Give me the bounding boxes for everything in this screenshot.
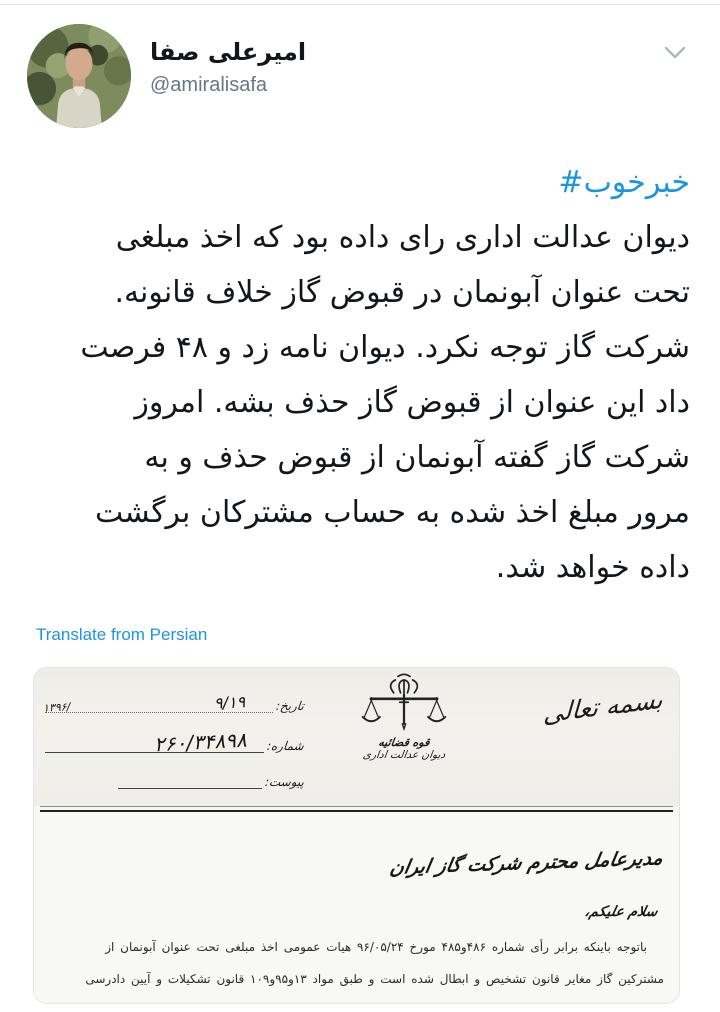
year-handwritten: ۱۳۹۶/ bbox=[42, 700, 71, 715]
attachment-line bbox=[118, 774, 262, 789]
document-text-line: مشترکین گاز مغایر قانون تشخیص و ابطال شده است و طبق مواد ۱۳و۹۵و۱۰۹ قانون تشکیلات و آیین دادرسی bbox=[85, 972, 664, 986]
user-handle[interactable]: @amiralisafa bbox=[150, 74, 268, 96]
recipient-calligraphy: مدیرعامل محترم شرکت گاز ایران bbox=[388, 847, 665, 879]
judiciary-name: قوه قضائیه bbox=[377, 736, 431, 749]
tweet-line: شرکت گاز توجه نکرد. دیوان نامه زد و ۴۸ فرصت bbox=[80, 330, 690, 365]
tweet-line: دیوان عدالت اداری رای داده بود که اخذ مبلغی bbox=[115, 220, 690, 255]
tweet-line: شرکت گاز گفته آبونمان از قبوض حذف و به bbox=[144, 440, 690, 475]
document-body bbox=[34, 812, 679, 1003]
tweet-line: داد این عنوان از قبوض گاز حذف بشه. امروز bbox=[134, 385, 690, 420]
greeting-calligraphy: سلام علیکم، bbox=[582, 904, 659, 920]
hashtag-line bbox=[28, 155, 690, 210]
hashtag-link[interactable]: #خبرخوب bbox=[558, 165, 690, 200]
avatar[interactable] bbox=[27, 24, 131, 128]
court-name: دیوان عدالت اداری bbox=[362, 749, 447, 761]
date-row bbox=[42, 692, 305, 715]
attachment-label: پیوست: bbox=[264, 775, 305, 789]
bismillah-calligraphy: بسمه تعالی bbox=[542, 684, 664, 729]
date-handwritten: ۹/۱۹ bbox=[213, 692, 246, 713]
letterhead-fields bbox=[42, 668, 304, 806]
number-handwritten: ۲۶۰/۳۴۸۹۸ bbox=[152, 727, 247, 757]
avatar-photo bbox=[27, 24, 131, 128]
document-text-line: باتوجه باینکه برابر رأی شماره ۴۸۶و۴۸۵ مورخ ۹۶/۰۵/۲۴ هیات عمومی اخذ مبلغی تحت عنوان آبونمان از bbox=[105, 940, 647, 954]
document-letterhead bbox=[34, 668, 679, 806]
tweet-line: مرور مبلغ اخذ شده به حساب مشترکان برگشت bbox=[94, 495, 690, 530]
number-line bbox=[45, 727, 264, 757]
tweet-line: داده خواهد شد. bbox=[495, 550, 690, 585]
tweet-line: تحت عنوان آبونمان در قبوض گاز خلاف قانونه. bbox=[114, 275, 690, 310]
display-name[interactable]: امیرعلی صفا bbox=[150, 38, 307, 66]
attachment-row bbox=[115, 774, 304, 789]
tweet-text bbox=[28, 155, 690, 595]
scales-of-justice-icon bbox=[361, 672, 447, 736]
date-line bbox=[42, 692, 273, 715]
number-row bbox=[42, 727, 305, 757]
top-divider bbox=[0, 4, 720, 5]
media-attachment[interactable] bbox=[33, 667, 680, 1004]
judiciary-emblem bbox=[329, 672, 479, 762]
date-label: تاریخ: bbox=[275, 699, 305, 713]
number-label: شماره: bbox=[266, 739, 305, 753]
chevron-down-icon[interactable] bbox=[660, 42, 690, 64]
translate-link[interactable]: Translate from Persian bbox=[36, 625, 208, 644]
